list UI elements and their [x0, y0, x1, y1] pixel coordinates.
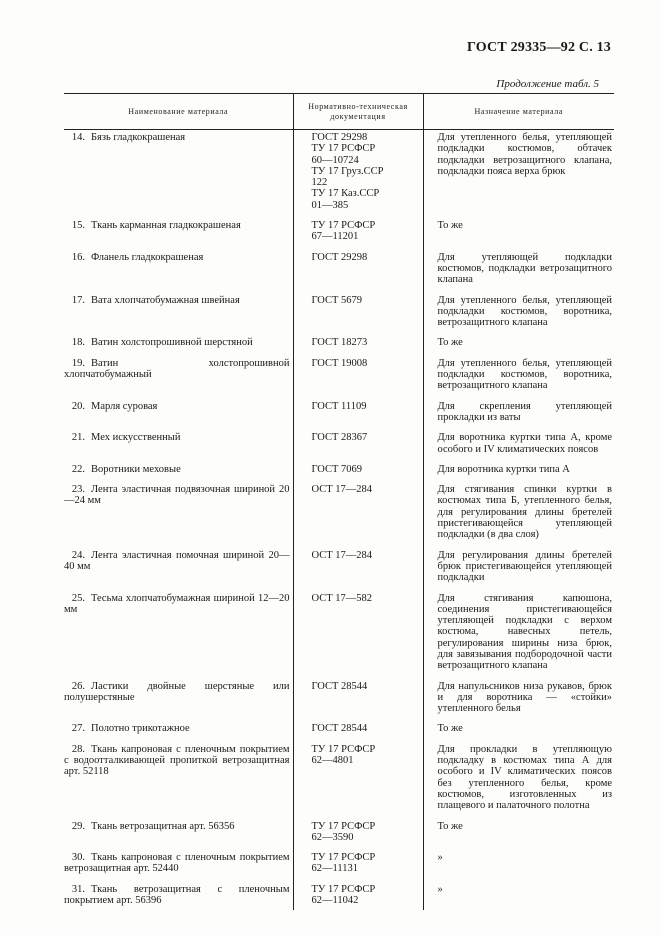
table-row — [64, 550, 614, 593]
row-number: 29. — [71, 820, 85, 832]
material-name-cell — [64, 821, 293, 853]
material-name: Ватин холстопрошивной шерстяной — [91, 337, 253, 349]
material-name-cell — [64, 852, 293, 884]
documentation-cell: ОСТ 17—582 — [293, 593, 423, 681]
documentation-cell: ГОСТ 18273 — [293, 337, 423, 357]
material-name: Вата хлопчатобумажная швейная — [91, 294, 240, 306]
material-name-cell — [64, 358, 293, 401]
purpose-cell: Для напульсников низа рукавов, брюк и для воротника — «стойки» утепленного белья — [423, 681, 614, 724]
material-name: Полотно трикотажное — [91, 723, 190, 735]
table-row — [64, 723, 614, 743]
purpose-cell: То же — [423, 220, 614, 252]
material-name-cell — [64, 130, 293, 220]
column-header-purpose: Назначение материала — [423, 94, 614, 130]
table-row — [64, 432, 614, 464]
row-number: 15. — [71, 220, 85, 232]
material-name: Лента эластичная подвязочная шириной 20—24 мм — [64, 484, 290, 507]
column-header-material: Наименование материала — [64, 94, 293, 130]
material-name: Ватин холстопрошивной хлопчатобумажный — [64, 357, 290, 381]
row-number: 23. — [71, 484, 85, 496]
table-row — [64, 852, 614, 884]
row-number: 28. — [71, 743, 85, 755]
material-name: Ткань ветрозащитная с пленочным покрытием арт. 56396 — [64, 883, 290, 907]
row-number: 22. — [71, 463, 85, 475]
documentation-cell: ТУ 17 РСФСР 67—11201 — [293, 220, 423, 252]
purpose-cell: Для стягивания спинки куртки в костюмах типа Б, утепленного белья, для регулирования длины бретелей пристегивающейся утепляющей подкладки (в два слоя) — [423, 484, 614, 549]
material-name: Ластики двойные шерстяные или полушерстяные — [64, 680, 290, 703]
purpose-cell: То же — [423, 337, 614, 357]
row-number: 14. — [71, 132, 85, 143]
purpose-cell: Для воротника куртки типа А — [423, 464, 614, 484]
documentation-cell: ОСТ 17—284 — [293, 550, 423, 593]
documentation-cell: ГОСТ 28544 — [293, 681, 423, 724]
material-name: Ткань капроновая с пленочным покрытием ветрозащитная арт. 52440 — [64, 852, 290, 875]
material-name-cell — [64, 252, 293, 295]
material-name: Мех искусственный — [91, 432, 181, 444]
table-row — [64, 593, 614, 681]
table-row — [64, 130, 614, 220]
documentation-cell: ГОСТ 5679 — [293, 295, 423, 338]
material-name-cell — [64, 744, 293, 821]
table-row — [64, 220, 614, 252]
material-name: Фланель гладкокрашеная — [91, 251, 204, 263]
table-row — [64, 681, 614, 724]
page-header: ГОСТ 29335—92 С. 13 — [467, 40, 611, 55]
material-name-cell — [64, 464, 293, 484]
table-row — [64, 358, 614, 401]
row-number: 31. — [71, 883, 85, 895]
purpose-cell: Для воротника куртки типа А, кроме особого и IV климатических поясов — [423, 432, 614, 464]
table-continuation-label: Продолжение табл. 5 — [496, 78, 599, 90]
row-number: 21. — [71, 432, 85, 444]
material-name-cell — [64, 432, 293, 464]
documentation-cell: ГОСТ 29298 ТУ 17 РСФСР 60—10724 ТУ 17 Груз.ССР 122 ТУ 17 Каз.ССР 01—385 — [293, 130, 423, 220]
material-name-cell — [64, 593, 293, 681]
documentation-cell: ТУ 17 РСФСР 62—11131 — [293, 852, 423, 884]
table-row — [64, 401, 614, 433]
purpose-cell: Для утепленного белья, утепляющей подкладки костюмов, воротника, ветрозащитного клапана — [423, 295, 614, 338]
table-row — [64, 252, 614, 295]
material-name: Ткань карманная гладкокрашеная — [91, 220, 241, 232]
row-number: 24. — [71, 549, 85, 561]
table-header-row — [64, 94, 614, 130]
material-name: Бязь гладкокрашеная — [91, 132, 186, 143]
table-body — [64, 130, 614, 911]
table-row — [64, 884, 614, 911]
material-name-cell — [64, 884, 293, 911]
table-row — [64, 484, 614, 549]
row-number: 30. — [71, 852, 85, 864]
material-name: Тесьма хлопчатобумажная шириной 12—20 мм — [64, 592, 290, 615]
table-row — [64, 821, 614, 853]
purpose-cell: Для прокладки в утепляющую подкладку в костюмах типа А для особого и IV климатических поясов без утепленного белья, кроме костюмов, изготовленных из плащевого и палаточного полотна — [423, 744, 614, 821]
row-number: 27. — [71, 723, 85, 735]
purpose-cell: Для скрепления утепляющей прокладки из ваты — [423, 401, 614, 433]
material-name-cell — [64, 723, 293, 743]
documentation-cell: ГОСТ 7069 — [293, 464, 423, 484]
documentation-cell: ГОСТ 29298 — [293, 252, 423, 295]
materials-table — [64, 93, 614, 910]
documentation-cell: ГОСТ 28367 — [293, 432, 423, 464]
table-row — [64, 337, 614, 357]
material-name-cell — [64, 401, 293, 433]
material-name-cell — [64, 484, 293, 549]
documentation-cell: ОСТ 17—284 — [293, 484, 423, 549]
material-name: Лента эластичная помочная шириной 20—40 мм — [64, 549, 290, 572]
purpose-cell: Для регулирования длины бретелей брюк пристегивающейся утепляющей подкладки — [423, 550, 614, 593]
purpose-cell: » — [423, 852, 614, 884]
material-name-cell — [64, 220, 293, 252]
material-name-cell — [64, 295, 293, 338]
documentation-cell: ТУ 17 РСФСР 62—11042 — [293, 884, 423, 911]
material-name: Воротники меховые — [91, 463, 181, 475]
documentation-cell: ГОСТ 28544 — [293, 723, 423, 743]
row-number: 26. — [71, 680, 85, 692]
material-name-cell — [64, 681, 293, 724]
documentation-cell: ГОСТ 19008 — [293, 358, 423, 401]
purpose-cell: Для утепленного белья, утепляющей подкладки костюмов, обтачек подкладки ветрозащитного клапана, подкладки пояса верха брюк — [423, 130, 614, 220]
row-number: 16. — [71, 251, 85, 263]
purpose-cell: То же — [423, 821, 614, 853]
purpose-cell: То же — [423, 723, 614, 743]
table-row — [64, 744, 614, 821]
material-name: Ткань ветрозащитная арт. 56356 — [91, 820, 235, 832]
material-name-cell — [64, 337, 293, 357]
material-name-cell — [64, 550, 293, 593]
row-number: 19. — [71, 357, 85, 369]
row-number: 25. — [71, 592, 85, 604]
material-name: Марля суровая — [91, 400, 158, 412]
documentation-cell: ТУ 17 РСФСР 62—3590 — [293, 821, 423, 853]
purpose-cell: Для утепляющей подкладки костюмов, подкладки ветрозащитного клапана — [423, 252, 614, 295]
documentation-cell: ГОСТ 11109 — [293, 401, 423, 433]
table-row — [64, 295, 614, 338]
purpose-cell: Для стягивания капюшона, соединения пристегивающейся утепляющей подкладки с верхом костюма, навесных петель, регулирования ширины низа брюк, для завязывания подбородочной части ветрозащитного клапана — [423, 593, 614, 681]
purpose-cell: » — [423, 884, 614, 911]
column-header-documentation: Нормативно-техническая документация — [293, 94, 423, 130]
row-number: 18. — [71, 337, 85, 349]
documentation-cell: ТУ 17 РСФСР 62—4801 — [293, 744, 423, 821]
row-number: 17. — [71, 294, 85, 306]
material-name: Ткань капроновая с пленочным покрытием с водоотталкивающей пропиткой ветрозащитная арт. 52118 — [64, 743, 290, 778]
purpose-cell: Для утепленного белья, утепляющей подкладки костюмов, воротника, ветрозащитного клапана — [423, 358, 614, 401]
table-row — [64, 464, 614, 484]
row-number: 20. — [71, 400, 85, 412]
